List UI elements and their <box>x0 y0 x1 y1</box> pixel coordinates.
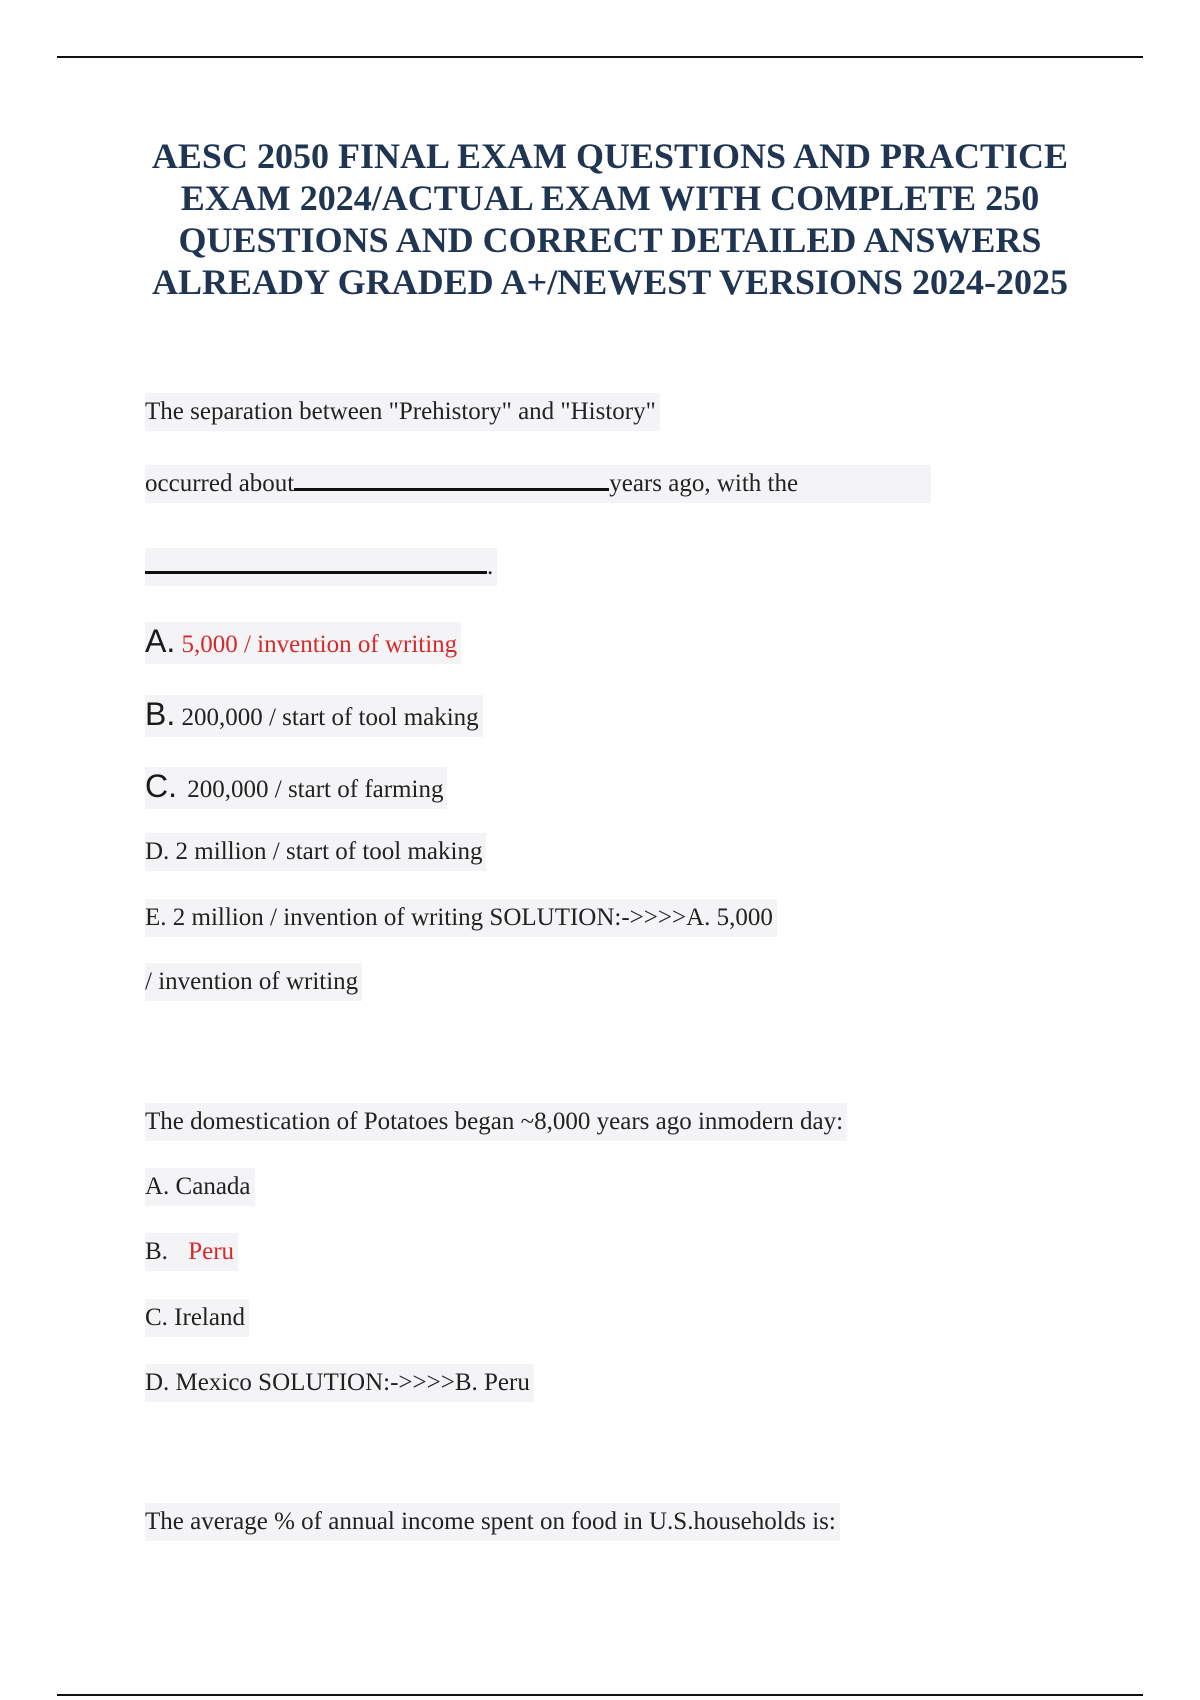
q2-option-c: C. Ireland <box>145 1299 249 1337</box>
q1-option-c <box>145 767 447 809</box>
option-text: 200,000 / start of farming <box>187 776 444 803</box>
option-letter: A. <box>145 623 176 659</box>
q2-option-b <box>145 1233 238 1271</box>
q3-question: The average % of annual income spent on food in U.S.households is: <box>145 1503 840 1541</box>
q1-question-line-2 <box>145 465 931 503</box>
title-line: AESC 2050 FINAL EXAM QUESTIONS AND PRACTICE <box>151 136 1069 176</box>
q1-text-start: occurred about <box>145 470 295 497</box>
answer-blank <box>145 557 487 574</box>
title-line: QUESTIONS AND CORRECT DETAILED ANSWERS <box>178 220 1042 260</box>
q1-line3-period: . <box>487 553 494 580</box>
document-title <box>130 135 1090 303</box>
q1-option-b <box>145 695 483 737</box>
option-letter: B. <box>145 1238 168 1265</box>
q1-option-e: E. 2 million / invention of writing SOLUTION:->>>>A. 5,000 <box>145 899 777 937</box>
option-text: 200,000 / start of tool making <box>181 704 479 731</box>
option-text-correct: 5,000 / invention of writing <box>181 631 458 658</box>
top-rule <box>57 56 1143 58</box>
option-letter: C. <box>145 768 177 804</box>
q1-option-d: D. 2 million / start of tool making <box>145 833 486 871</box>
title-line: EXAM 2024/ACTUAL EXAM WITH COMPLETE 250 <box>180 178 1040 218</box>
q1-question-line-3 <box>145 548 497 586</box>
q1-solution-continuation: / invention of writing <box>145 963 362 1001</box>
option-letter: B. <box>145 696 176 732</box>
q1-text-end: years ago, with the <box>609 470 799 497</box>
option-text-correct: Peru <box>188 1238 235 1265</box>
answer-blank <box>294 474 609 491</box>
title-line: ALREADY GRADED A+/NEWEST VERSIONS 2024-2025 <box>151 262 1068 302</box>
q1-option-a <box>145 622 461 664</box>
q2-option-a: A. Canada <box>145 1168 255 1206</box>
q1-question-line-1: The separation between "Prehistory" and "History" <box>145 393 660 431</box>
q2-question: The domestication of Potatoes began ~8,000 years ago inmodern day: <box>145 1103 847 1141</box>
q2-option-d: D. Mexico SOLUTION:->>>>B. Peru <box>145 1364 534 1402</box>
bottom-rule <box>57 1694 1143 1696</box>
